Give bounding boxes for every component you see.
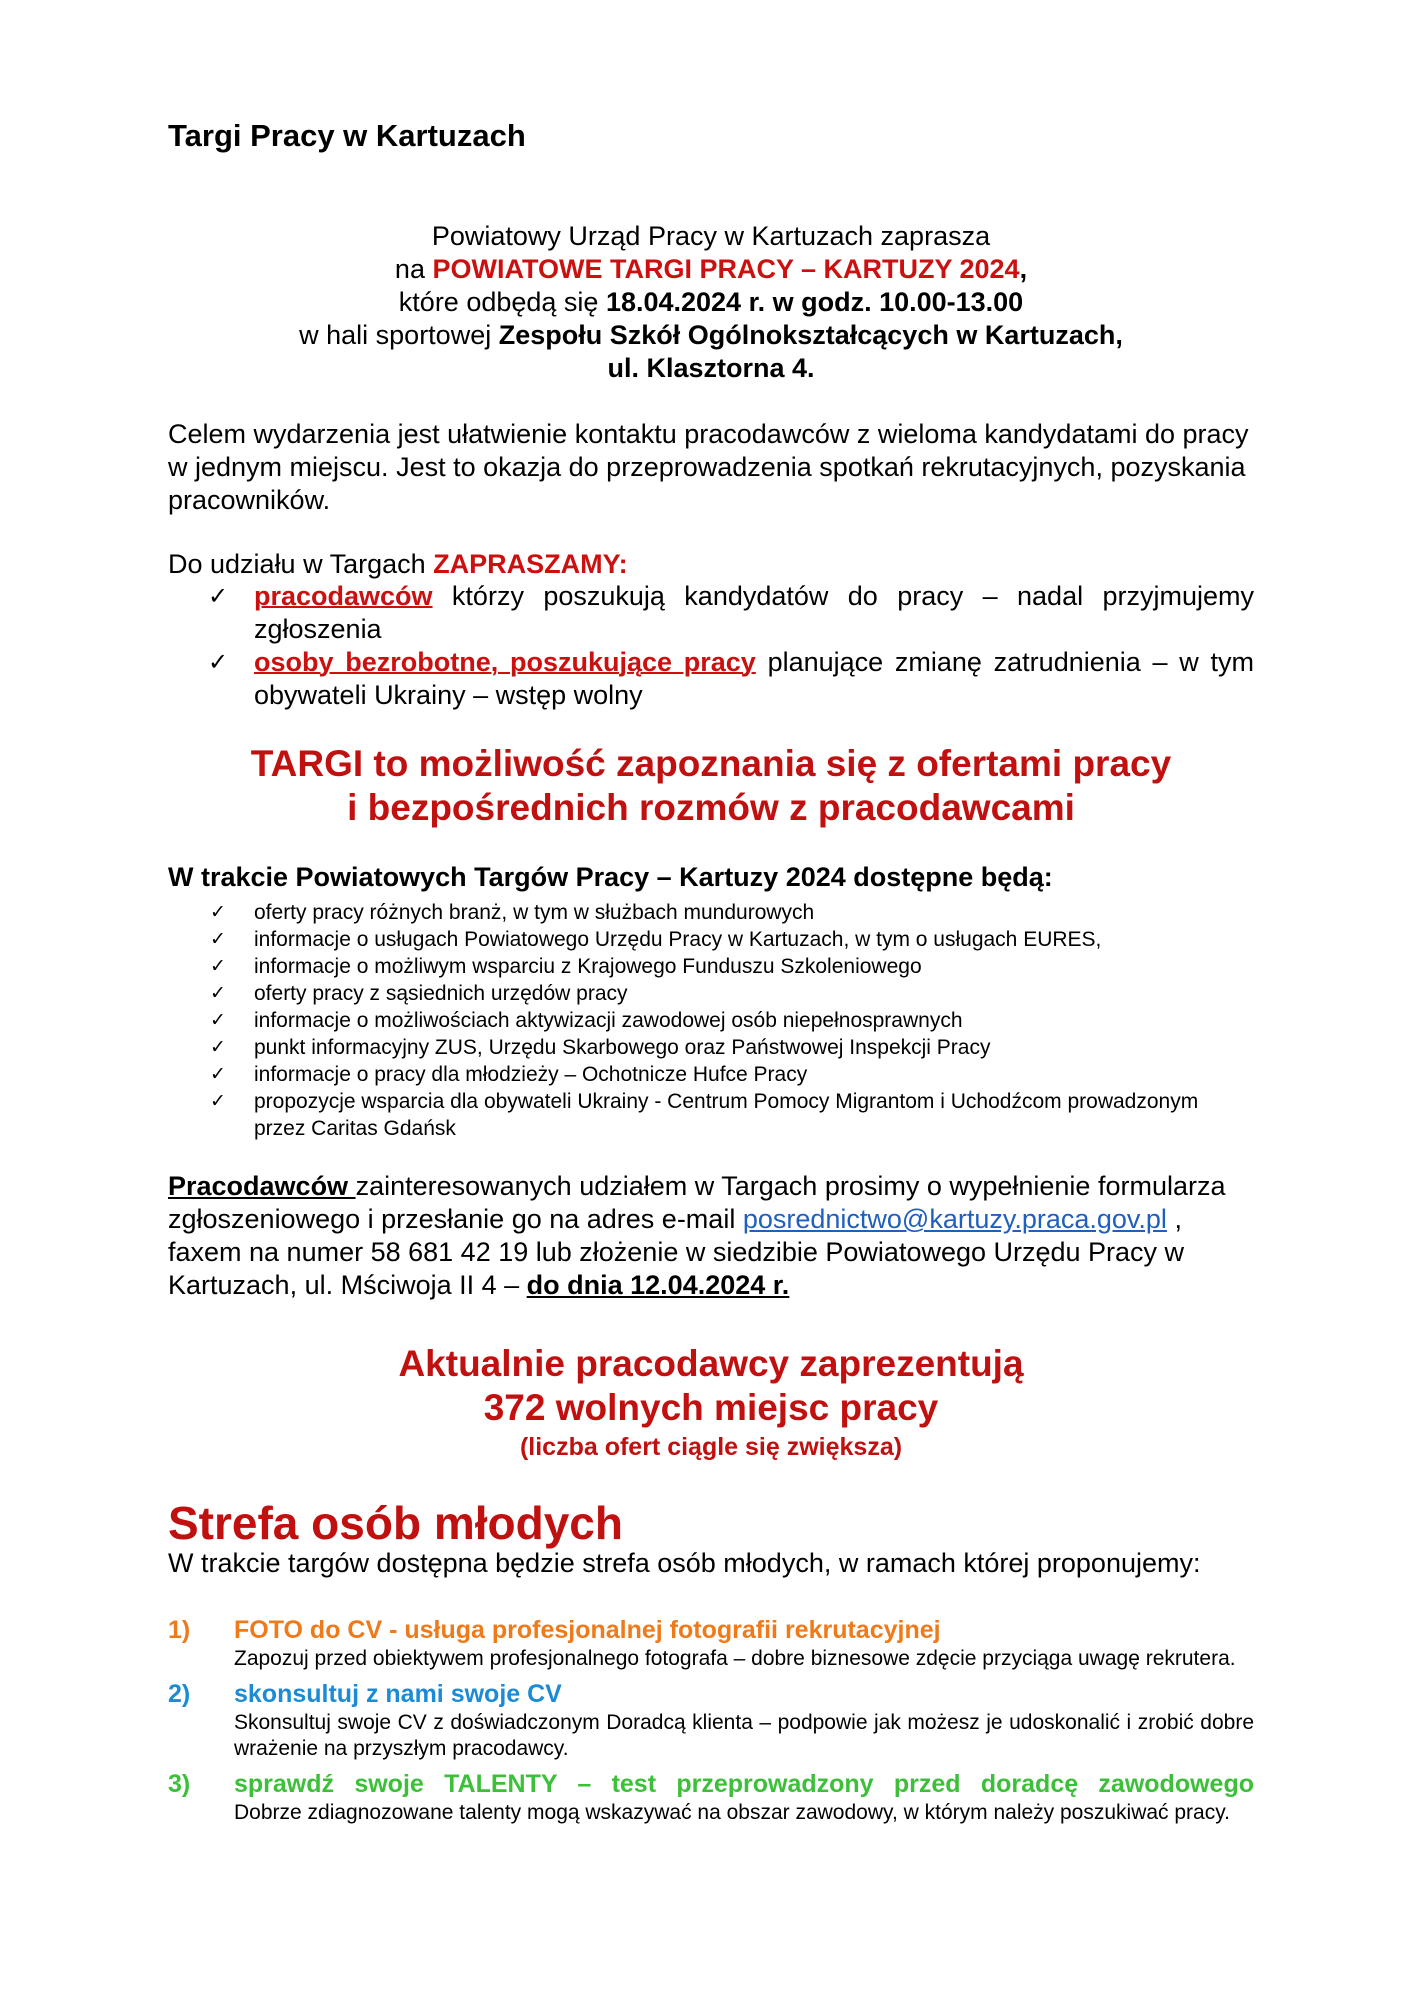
check-icon: ✓ <box>210 928 226 950</box>
document-page <box>168 0 1254 2000</box>
available-item-text: informacje o możliwościach aktywizacji zawodowej osób niepełnosprawnych <box>254 1009 963 1032</box>
invitation-line-2-prefix: na <box>394 254 433 284</box>
youth-step <box>168 1678 1254 1762</box>
email-link[interactable]: posrednictwo@kartuzy.praca.gov.pl <box>742 1204 1167 1234</box>
check-icon: ✓ <box>210 1063 226 1085</box>
event-name: POWIATOWE TARGI PRACY – KARTUZY 2024 <box>432 254 1020 284</box>
invited-text: planujące zmianę zatrudnienia – w tym obywateli Ukrainy – wstęp wolny <box>254 647 1254 710</box>
step-description: Dobrze zdiagnozowane talenty mogą wskazywać na obszar zawodowy, w którym należy poszukiwać pracy. <box>234 1801 1231 1824</box>
youth-step <box>168 1768 1254 1826</box>
check-icon: ✓ <box>210 955 226 977</box>
invited-highlight: osoby bezrobotne, poszukujące pracy <box>254 647 756 677</box>
offers-block <box>168 1342 1254 1464</box>
available-item <box>168 926 1254 953</box>
available-item <box>168 1007 1254 1034</box>
invitation-line-3 <box>168 286 1254 319</box>
available-item <box>168 1061 1254 1088</box>
available-list <box>168 899 1254 1142</box>
available-item-text: informacje o pracy dla młodzieży – Ochotnicze Hufce Pracy <box>254 1063 808 1086</box>
available-item-text: propozycje wsparcia dla obywateli Ukrainy - Centrum Pomocy Migrantom i Uchodźcom prowadzonym przez Caritas Gdańsk <box>254 1090 1199 1140</box>
available-item <box>168 980 1254 1007</box>
check-icon: ✓ <box>208 648 229 676</box>
event-venue: Zespołu Szkół Ogólnokształcących w Kartuzach, <box>498 320 1123 350</box>
invited-item <box>168 580 1254 646</box>
step-number: 2) <box>168 1680 191 1708</box>
step-number: 3) <box>168 1770 191 1798</box>
invitation-line-4 <box>168 319 1254 352</box>
step-description: Zapozuj przed obiektywem profesjonalnego fotografa – dobre biznesowe zdęcie przyciąga uwagę rekrutera. <box>234 1647 1236 1670</box>
invite-heading-text: Do udziału w Targach <box>168 549 434 579</box>
available-heading: W trakcie Powiatowych Targów Pracy – Kartuzy 2024 dostępne będą: <box>168 862 1053 892</box>
check-icon: ✓ <box>210 1036 226 1058</box>
invitation-line-3-prefix: które odbędą się <box>398 287 606 317</box>
check-icon: ✓ <box>210 1009 226 1031</box>
invited-item <box>168 646 1254 712</box>
available-item-text: informacje o możliwym wsparciu z Krajowego Funduszu Szkoleniowego <box>254 955 922 978</box>
step-number: 1) <box>168 1616 191 1644</box>
available-item <box>168 953 1254 980</box>
employers-text-2: , faxem na numer 58 681 42 19 lub złożenie w siedzibie Powiatowego Urzędu Pracy w Kartuzach, ul. Mściwoja II 4 – <box>168 1204 1185 1300</box>
available-item-text: punkt informacyjny ZUS, Urzędu Skarbowego oraz Państwowej Inspekcji Pracy <box>254 1036 991 1059</box>
invitation-line-2 <box>168 253 1254 286</box>
invitation-line-4-prefix: w hali sportowej <box>299 320 499 350</box>
fair-headline-line-1: TARGI to możliwość zapoznania się z ofertami pracy <box>250 743 1172 784</box>
invited-text: którzy poszukują kandydatów do pracy – nadal przyjmujemy zgłoszenia <box>254 581 1254 644</box>
youth-zone-steps <box>168 1614 1254 1832</box>
youth-zone-title: Strefa osób młodych <box>168 1497 623 1549</box>
available-item <box>168 1088 1254 1142</box>
available-item <box>168 899 1254 926</box>
youth-zone-intro: W trakcie targów dostępna będzie strefa osób młodych, w ramach której proponujemy: <box>168 1548 1201 1578</box>
available-item-text: oferty pracy różnych branż, w tym w służbach mundurowych <box>254 901 815 924</box>
available-item-text: informacje o usługach Powiatowego Urzędu Pracy w Kartuzach, w tym o usługach EURES, <box>254 928 1102 951</box>
document-title: Targi Pracy w Kartuzach <box>168 118 526 153</box>
step-description: Skonsultuj swoje CV z doświadczonym Doradcą klienta – podpowie jak możesz je udoskonalić i zrobić dobre wrażenie na przyszłym pracodawcy. <box>234 1711 1254 1760</box>
offers-count: 372 wolnych miejsc pracy <box>483 1387 939 1428</box>
offers-note: (liczba ofert ciągle się zwiększa) <box>519 1433 903 1461</box>
employers-text-1: zainteresowanych udziałem w Targach prosimy o wypełnienie formularza zgłoszeniowego i przesłanie go na adres e-mail <box>168 1171 1226 1234</box>
event-name-comma: , <box>1019 254 1028 284</box>
step-title: skonsultuj z nami swoje CV <box>234 1680 562 1708</box>
invitation-block <box>168 220 1254 385</box>
check-icon: ✓ <box>210 901 226 923</box>
check-icon: ✓ <box>210 982 226 1004</box>
invite-heading <box>168 548 1254 581</box>
fair-headline-line-2: i bezpośrednich rozmów z pracodawcami <box>347 787 1075 828</box>
invited-list <box>168 580 1254 712</box>
available-item <box>168 1034 1254 1061</box>
youth-step <box>168 1614 1254 1672</box>
invite-heading-emphasis: ZAPRASZAMY: <box>433 549 628 579</box>
invitation-line-1: Powiatowy Urząd Pracy w Kartuzach zaprasza <box>431 221 991 251</box>
step-title: sprawdź swoje TALENTY – test przeprowadzony przed doradcę zawodowego <box>234 1770 1254 1798</box>
offers-line-1: Aktualnie pracodawcy zaprezentują <box>398 1343 1024 1384</box>
step-title: FOTO do CV - usługa profesjonalnej fotografii rekrutacyjnej <box>234 1616 941 1644</box>
event-date: 18.04.2024 r. w godz. 10.00-13.00 <box>605 287 1024 317</box>
invited-highlight: pracodawców <box>254 581 433 611</box>
check-icon: ✓ <box>208 582 229 610</box>
intro-paragraph: Celem wydarzenia jest ułatwienie kontaktu pracodawców z wieloma kandydatami do pracy w jednym miejscu. Jest to okazja do przeprowadzenia spotkań rekrutacyjnych, pozyskania pracowników. <box>168 419 1249 515</box>
employers-lead: Pracodawców <box>168 1171 356 1201</box>
employers-paragraph <box>168 1170 1254 1302</box>
check-icon: ✓ <box>210 1090 226 1112</box>
fair-headline <box>168 742 1254 830</box>
event-address: ul. Klasztorna 4. <box>607 353 815 383</box>
available-item-text: oferty pracy z sąsiednich urzędów pracy <box>254 982 628 1005</box>
deadline: do dnia 12.04.2024 r. <box>526 1270 790 1300</box>
